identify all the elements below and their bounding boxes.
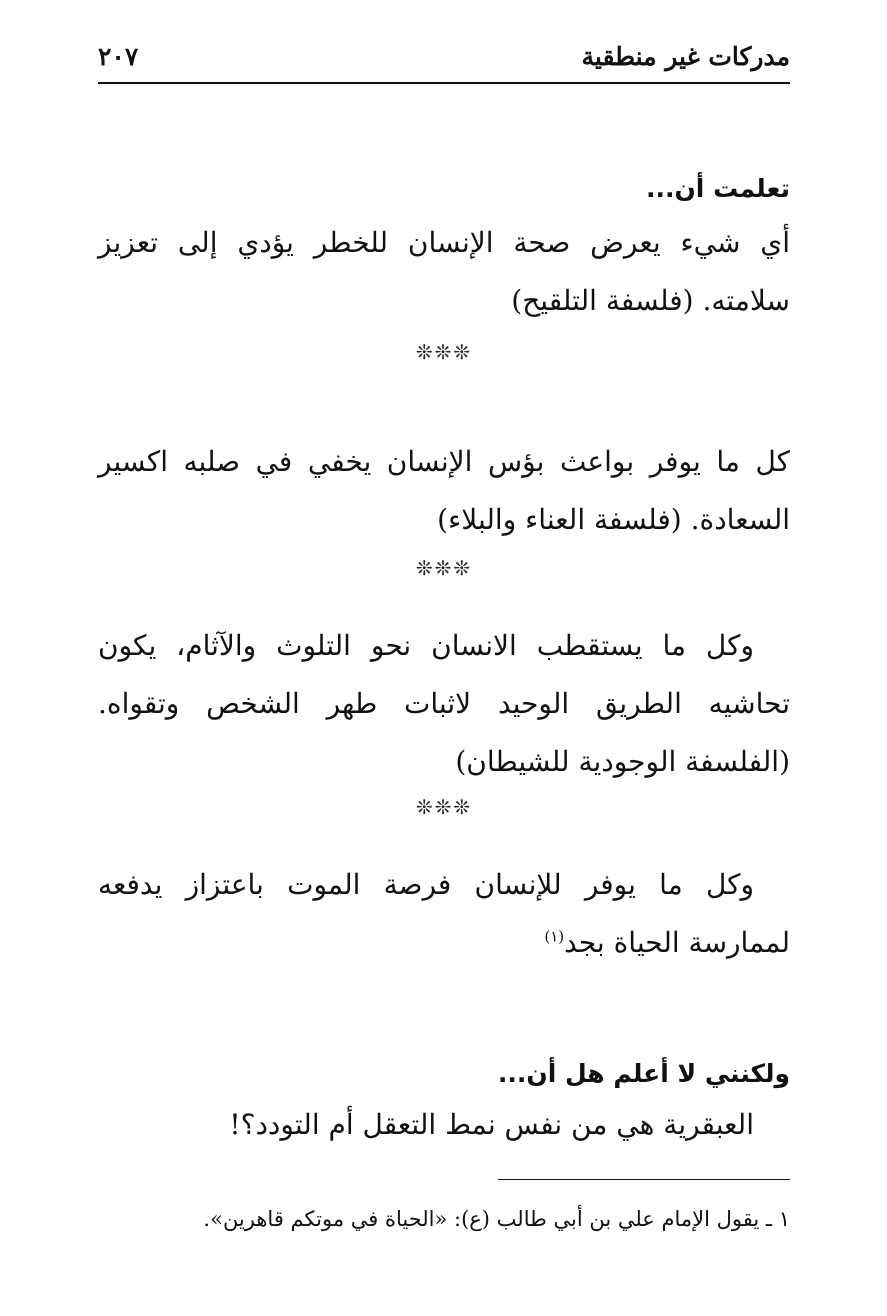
- paragraph-hardship: كل ما يوفر بواعث بؤس الإنسان يخفي في صلبه اكسير السعادة. (فلسفة العناء والبلاء): [98, 445, 790, 536]
- paragraph-genius: العبقرية هي من نفس نمط التعقل أم التودد؟!: [229, 1108, 754, 1141]
- footnote-divider: [498, 1179, 790, 1180]
- footnote: ١ ـ يقول الإمام علي بن أبي طالب (ع): «الحياة في موتكم قاهرين».: [203, 1207, 790, 1231]
- section-separator: ❊❊❊: [415, 340, 473, 364]
- paragraph-vaccination: أي شيء يعرض صحة الإنسان للخطر يؤدي إلى تعزيز سلامته. (فلسفة التلقيح): [98, 226, 790, 317]
- section-heading-not-know: ولكنني لا أعلم هل أن...: [497, 1059, 790, 1088]
- section-separator: ❊❊❊: [415, 556, 473, 580]
- section-separator: ❊❊❊: [415, 795, 473, 819]
- footnote-reference: (١): [544, 927, 565, 946]
- book-page: [98, 0, 790, 1316]
- page-header: [98, 38, 790, 84]
- page-number: ٢٠٧: [98, 42, 139, 71]
- paragraph-devil: وكل ما يستقطب الانسان نحو التلوث والآثام، يكون تحاشيه الطريق الوحيد لاثبات طهر الشخص وتقواه. (الفلسفة الوجودية للشيطان): [98, 629, 790, 778]
- section-heading-learned: تعلمت أن...: [645, 174, 790, 203]
- paragraph-death-text: وكل ما يوفر للإنسان فرصة الموت باعتزاز يدفعه لممارسة الحياة بجد: [98, 868, 790, 959]
- paragraph-death: [98, 856, 790, 972]
- running-title: مدركات غير منطقية: [581, 42, 790, 71]
